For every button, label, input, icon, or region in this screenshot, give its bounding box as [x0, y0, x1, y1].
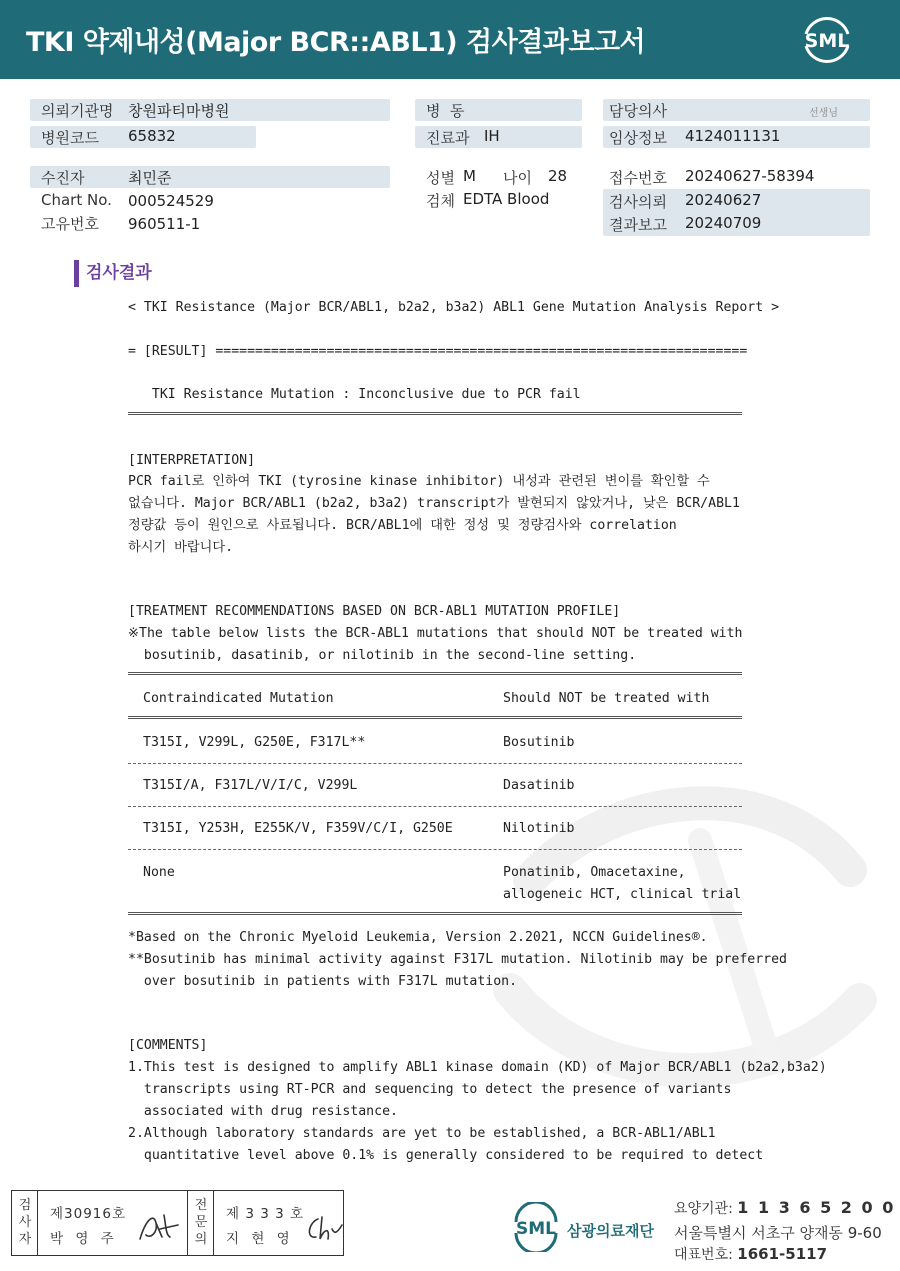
tester-label: 검사자	[18, 1198, 32, 1247]
specialist-name: 지 현 영	[226, 1231, 294, 1247]
tester-cell	[38, 1191, 188, 1255]
id-value: 960511-1	[128, 215, 201, 233]
comment-line: 1.This test is designed to amplify ABL1 kinase domain (KD) of Major BCR/ABL1 (b2a2,b3a2)	[128, 1060, 827, 1075]
table-header-drug: Should NOT be treated with	[503, 691, 710, 706]
phone	[674, 1244, 827, 1264]
age-label: 나이	[503, 169, 532, 187]
signature-box	[11, 1190, 344, 1256]
specimen-value: EDTA Blood	[463, 190, 550, 208]
comment-line: associated with drug resistance.	[128, 1104, 398, 1119]
table-rule	[128, 849, 742, 850]
comment-line: quantitative level above 0.1% is generally considered to be required to detect	[128, 1148, 764, 1163]
specimen-label: 검체	[426, 192, 455, 210]
report-subtitle: < TKI Resistance (Major BCR/ABL1, b2a2, b3a2) ABL1 Gene Mutation Analysis Report >	[128, 300, 780, 315]
tester-signature-icon	[136, 1209, 182, 1245]
result-rule	[128, 412, 742, 415]
svg-text:SML: SML	[516, 1219, 556, 1239]
doctor-label: 담당의사	[609, 102, 667, 120]
patient-label: 수진자	[41, 169, 85, 187]
specialist-cell	[214, 1191, 344, 1255]
report-title: TKI 약제내성(Major BCR::ABL1) 검사결과보고서	[26, 27, 646, 58]
org-code	[674, 1198, 895, 1218]
table-cell-mutation: T315I, V299L, G250E, F317L**	[143, 735, 366, 750]
table-cell-drug: Dasatinib	[503, 778, 575, 793]
table-rule	[128, 912, 742, 915]
footnote: **Bosutinib has minimal activity against F317L mutation. Nilotinib may be preferred	[128, 952, 787, 967]
result-header: = [RESULT] ===================================================================	[128, 344, 748, 359]
treatment-header: [TREATMENT RECOMMENDATIONS BASED ON BCR-ABL1 MUTATION PROFILE]	[128, 604, 621, 619]
patient-value: 최민준	[128, 169, 172, 187]
interpretation-line: PCR fail로 인하여 TKI (tyrosine kinase inhibitor) 내성과 관련된 변이를 확인할 수	[128, 474, 710, 489]
footnote: over bosutinib in patients with F317L mutation.	[128, 974, 518, 989]
table-cell-drug: Nilotinib	[503, 821, 575, 836]
interpretation-line: 하시기 바랍니다.	[128, 540, 234, 555]
tester-label-cell	[12, 1191, 38, 1255]
sml-logo-icon	[798, 12, 856, 66]
specialist-label: 전문의	[194, 1198, 208, 1247]
id-label: 고유번호	[41, 215, 99, 233]
comments-header: [COMMENTS]	[128, 1038, 208, 1053]
table-cell-mutation: T315I, Y253H, E255K/V, F359V/C/I, G250E	[143, 821, 453, 836]
hospital-code-value: 65832	[128, 127, 176, 145]
clinical-value: 4124011131	[685, 127, 781, 145]
specialist-signature-icon	[304, 1211, 344, 1245]
table-rule	[128, 763, 742, 764]
table-header-mutation: Contraindicated Mutation	[143, 691, 334, 706]
table-cell-drug: Ponatinib, Omacetaxine,	[503, 865, 686, 880]
dept-label: 진료과	[426, 129, 470, 147]
report-header	[0, 0, 900, 79]
chart-label: Chart No.	[41, 191, 112, 209]
address: 서울특별시 서초구 양재동 9-60	[674, 1224, 882, 1242]
institution-label: 의뢰기관명	[41, 102, 114, 120]
footnote: *Based on the Chronic Myeloid Leukemia, Version 2.2021, NCCN Guidelines®.	[128, 930, 708, 945]
report-label: 결과보고	[609, 216, 667, 234]
table-rule	[128, 806, 742, 807]
age-value: 28	[548, 167, 568, 185]
specialist-label-cell	[188, 1191, 214, 1255]
table-cell-drug: Bosutinib	[503, 735, 575, 750]
org-code-value: 1 1 3 6 5 2 0 0	[737, 1198, 896, 1217]
request-value: 20240627	[685, 191, 762, 209]
doctor-suffix: 선생님	[809, 108, 838, 119]
result-line: TKI Resistance Mutation : Inconclusive due to PCR fail	[136, 387, 581, 402]
phone-label: 대표번호:	[674, 1247, 733, 1263]
chart-value: 000524529	[128, 192, 214, 210]
ward-label: 병 동	[426, 102, 465, 120]
request-label: 검사의뢰	[609, 193, 667, 211]
table-cell-mutation: None	[143, 865, 175, 880]
svg-text:SML: SML	[804, 30, 850, 52]
institution-value: 창원파티마병원	[128, 102, 230, 120]
interpretation-line: 없습니다. Major BCR/ABL1 (b2a2, b3a2) transcript가 발현되지 않았거나, 낮은 BCR/ABL1	[128, 496, 740, 511]
comment-line: transcripts using RT-PCR and sequencing to detect the presence of variants	[128, 1082, 732, 1097]
interpretation-line: 정량값 등이 원인으로 사료됩니다. BCR/ABL1에 대한 정성 및 정량검사와 correlation	[128, 518, 677, 533]
table-rule	[128, 672, 742, 675]
sex-value: M	[463, 167, 476, 185]
comment-line: 2.Although laboratory standards are yet to be established, a BCR-ABL1/ABL1	[128, 1126, 716, 1141]
sex-label: 성별	[426, 169, 455, 187]
phone-value: 1661-5117	[737, 1245, 828, 1263]
treatment-note: ※The table below lists the BCR-ABL1 mutations that should NOT be treated with	[128, 626, 743, 641]
treatment-note: bosutinib, dasatinib, or nilotinib in the second-line setting.	[128, 648, 637, 663]
foundation-logo-icon	[510, 1202, 562, 1252]
clinical-label: 임상정보	[609, 129, 667, 147]
report-value: 20240709	[685, 214, 762, 232]
tester-license: 제30916호	[50, 1206, 127, 1222]
hospital-code-label: 병원코드	[41, 129, 99, 147]
specialist-license: 제 3 3 3 호	[226, 1206, 305, 1222]
foundation-name: 삼광의료재단	[567, 1222, 654, 1240]
table-cell-drug: allogeneic HCT, clinical trial	[503, 887, 742, 902]
org-code-label: 요양기관:	[674, 1201, 733, 1217]
dept-value: IH	[484, 127, 500, 145]
receipt-label: 접수번호	[609, 169, 667, 187]
interpretation-header: [INTERPRETATION]	[128, 453, 256, 468]
table-cell-mutation: T315I/A, F317L/V/I/C, V299L	[143, 778, 358, 793]
tester-name: 박 영 주	[50, 1231, 118, 1247]
receipt-value: 20240627-58394	[685, 167, 815, 185]
section-title: 검사결과	[74, 260, 152, 287]
table-rule	[128, 716, 742, 719]
